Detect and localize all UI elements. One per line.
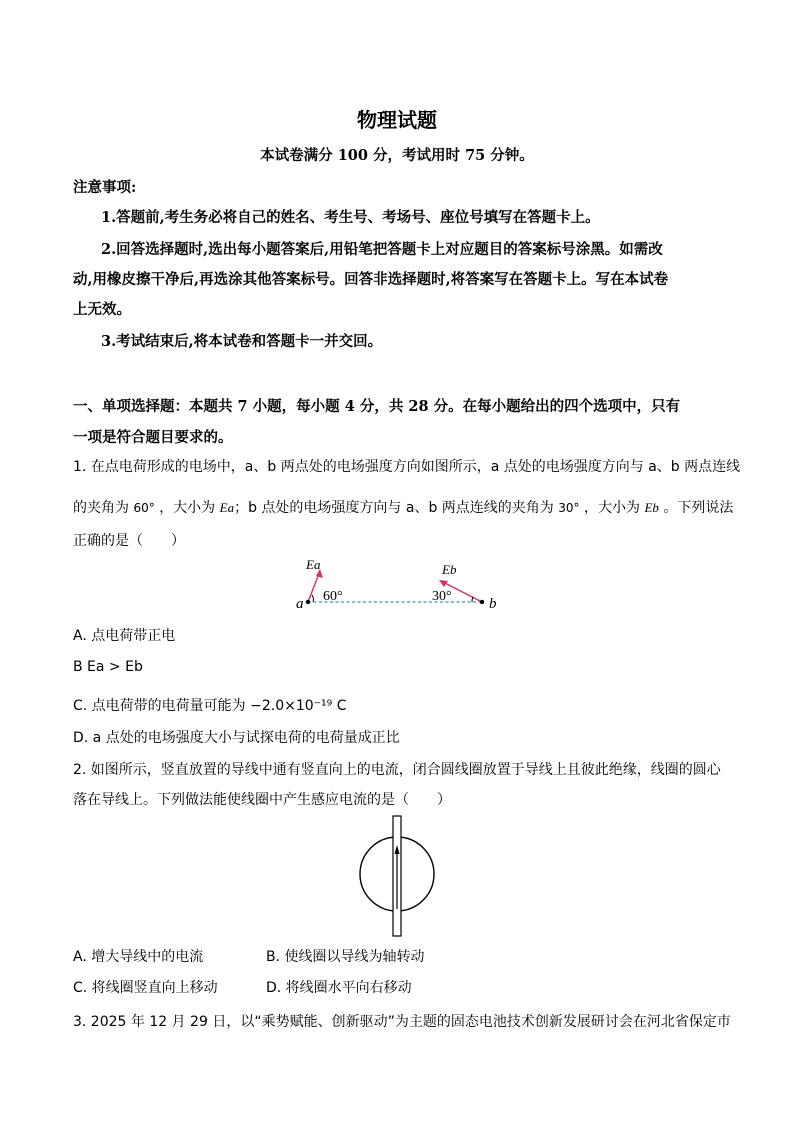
notice-item-3: 3.考试结束后,将本试卷和答题卡一并交回。 [101, 333, 383, 350]
q1-option-d: D. a 点处的电场强度大小与试探电荷的电荷量成正比 [73, 730, 400, 746]
q2-option-b: B. 使线圈以导线为轴转动 [266, 949, 425, 965]
q1-stem-line2: 的夹角为 60° ，大小为 Ea；b 点处的电场强度方向与 a、b 两点连线的夹角为 30° ，大小为 Eb 。下列说法 [73, 500, 734, 516]
exam-info: 本试卷满分 100 分，考试用时 75 分钟。 [260, 147, 534, 164]
q1-option-a: A. 点电荷带正电 [73, 628, 176, 644]
label-ea: Ea [306, 557, 321, 572]
q2-stem-line1: 2. 如图所示，竖直放置的导线中通有竖直向上的电流，闭合圆线圈放置于导线上且彼此绝缘，线圈的圆心 [73, 762, 721, 778]
label-a: a [296, 596, 304, 612]
q1-angle-a: 60° [133, 501, 155, 515]
q3-stem-line1: 3. 2025 年 12 月 29 日，以“乘势赋能、创新驱动”为主题的固态电池技术创新发展研讨会在河北省保定市 [73, 1014, 731, 1030]
q2-option-d: D. 将线圈水平向右移动 [266, 980, 412, 996]
notice-item-2-cont: 动,用橡皮擦干净后,再选涂其他答案标号。回答非选择题时,将答案写在答题卡上。写在本试卷 [73, 271, 669, 288]
angle-arc-a [312, 595, 313, 602]
point-b [480, 600, 484, 604]
notice-item-1: 1.答题前,考生务必将自己的姓名、考生号、考场号、座位号填写在答题卡上。 [101, 209, 600, 226]
q1-option-b: B Ea > Eb [73, 659, 143, 675]
q1-eb: Eb [644, 500, 659, 515]
angle-arc-b [472, 597, 473, 602]
point-a [306, 600, 310, 604]
q2-option-c: C. 将线圈竖直向上移动 [73, 980, 218, 996]
section-heading: 一、单项选择题：本题共 7 小题，每小题 4 分，共 28 分。在每小题给出的四个选项中，只有 [73, 398, 681, 415]
notice-heading: 注意事项: [73, 179, 137, 196]
notice-item-2-end: 上无效。 [73, 301, 131, 318]
q2-stem-line2: 落在导线上。下列做法能使线圈中产生感应电流的是（ ） [73, 792, 451, 808]
q1-field-diagram [286, 555, 506, 615]
q1-stem-line3: 正确的是（ ） [73, 533, 185, 549]
notice-item-2: 2.回答选择题时,选出每小题答案后,用铅笔把答题卡上对应题目的答案标号涂黑。如需改 [101, 241, 663, 258]
label-angle-30: 30° [432, 589, 452, 604]
label-eb: Eb [442, 562, 457, 577]
q2-option-a: A. 增大导线中的电流 [73, 949, 204, 965]
q1-angle-b: 30° [558, 501, 580, 515]
q1-ea: Ea [219, 500, 235, 515]
section-heading-cont: 一项是符合题目要求的。 [73, 429, 233, 446]
label-b: b [489, 596, 497, 612]
page-title: 物理试题 [357, 108, 437, 132]
q1-option-c: C. 点电荷带的电荷量可能为 −2.0×10⁻¹⁹ C [73, 698, 347, 714]
q2-coil-diagram [355, 814, 441, 940]
q1-stem-line1: 1. 在点电荷形成的电场中，a、b 两点处的电场强度方向如图所示，a 点处的电场强度方向与 a、b 两点连线 [73, 459, 741, 475]
label-angle-60: 60° [323, 589, 343, 604]
